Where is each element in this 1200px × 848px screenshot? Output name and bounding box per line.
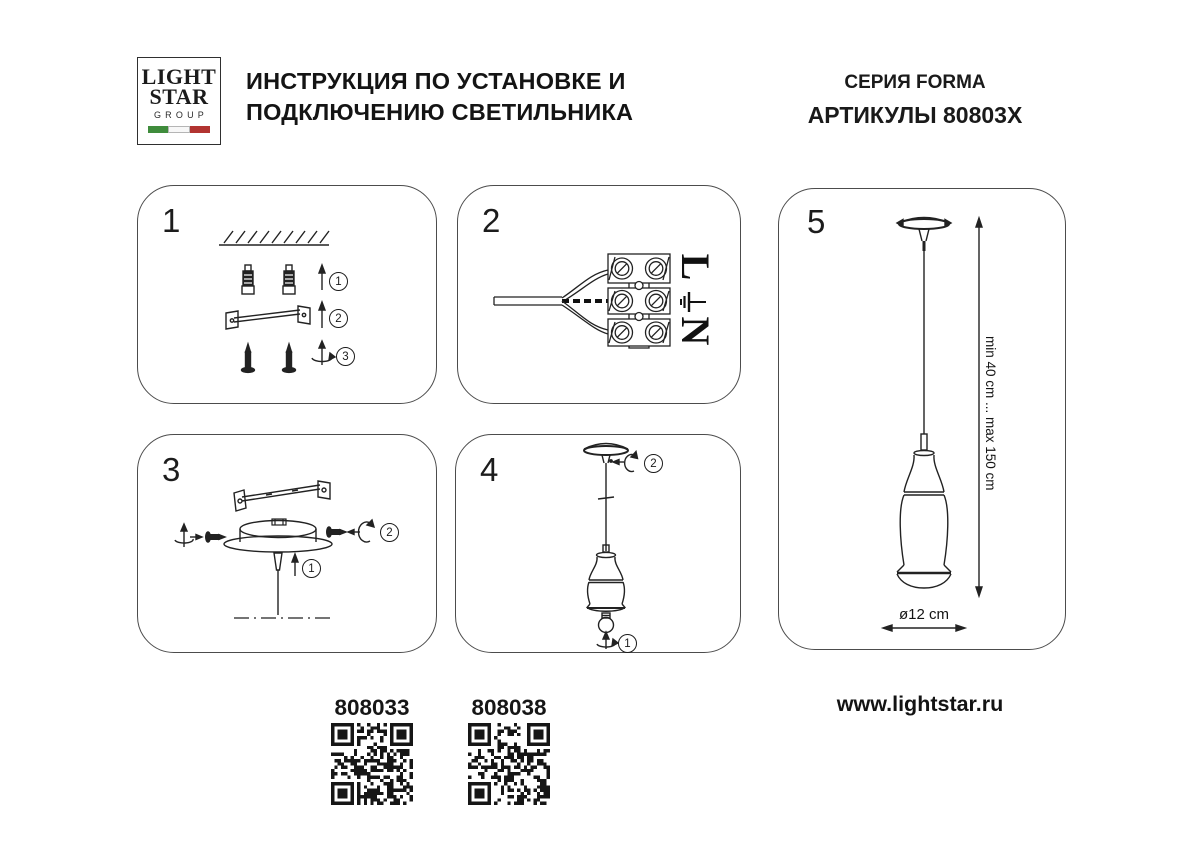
cord-icon	[921, 241, 927, 450]
cable-icon	[494, 270, 608, 334]
rotate-icon	[348, 520, 374, 542]
series-label: СЕРИЯ FORMA	[844, 72, 986, 93]
lamp-shade-icon	[587, 545, 625, 611]
callout-2: 2	[380, 523, 399, 542]
terminal-block-icon	[608, 254, 670, 348]
article-code-2: 808038	[471, 695, 547, 720]
step-panel-1	[137, 185, 437, 404]
canopy-icon	[897, 218, 951, 242]
step-panel-5	[778, 188, 1066, 650]
step-panel-2	[457, 185, 741, 404]
mounting-bracket-icon	[226, 306, 310, 329]
screw-icon	[242, 344, 255, 372]
callout-1: 1	[618, 634, 637, 653]
rotate-icon	[597, 632, 618, 649]
canopy-icon	[584, 444, 628, 464]
articles-label: АРТИКУЛЫ 80803X	[807, 102, 1023, 128]
lightstar-logo	[137, 57, 221, 145]
callout-1: 1	[329, 272, 348, 291]
step3-diagram	[138, 435, 438, 654]
diameter-label: ø12 cm	[898, 606, 949, 623]
height-dimension-arrow	[976, 218, 982, 596]
callout-2: 2	[329, 309, 348, 328]
page-title-line1: ИНСТРУКЦИЯ ПО УСТАНОВКЕ И	[246, 68, 626, 94]
step5-pendant-diagram	[779, 189, 1067, 651]
series-block	[770, 72, 1060, 129]
logo-word-group: GROUP	[153, 110, 208, 120]
website-url: www.lightstar.ru	[836, 692, 1004, 716]
cord-icon	[598, 463, 614, 551]
step4-diagram	[456, 435, 742, 654]
callout-1: 1	[302, 559, 321, 578]
italian-flag-icon	[148, 126, 210, 133]
logo-word-light: LIGHT	[141, 64, 217, 89]
terminal-label-neutral: N	[673, 316, 718, 346]
step-number-4: 4	[480, 451, 499, 488]
screw-icon	[283, 344, 296, 372]
rotate-screw-icon	[312, 341, 335, 365]
step-number-1: 1	[162, 202, 181, 239]
screw-icon	[327, 527, 346, 537]
rotate-icon	[175, 524, 202, 547]
up-arrow-icon	[292, 554, 298, 576]
article-code-1: 808033	[334, 695, 410, 720]
dowel-icon	[242, 265, 254, 294]
qr-code	[331, 723, 413, 805]
height-range-label: min 40 cm ... max 150 cm	[983, 336, 998, 491]
terminal-label-line: L	[673, 253, 718, 281]
qr-code	[468, 723, 550, 805]
bulb-icon	[599, 613, 614, 633]
step-number-3: 3	[162, 451, 181, 488]
page-title-line2: ПОДКЛЮЧЕНИЮ СВЕТИЛЬНИКА	[246, 99, 634, 125]
diameter-dimension-arrow	[883, 625, 965, 631]
callout-3: 3	[336, 347, 355, 366]
canopy-icon	[224, 519, 332, 552]
step-panel-4	[455, 434, 741, 653]
screw-icon	[206, 532, 225, 542]
callout-2: 2	[644, 454, 663, 473]
page-title	[246, 66, 633, 128]
ceiling-hatch-icon	[219, 231, 329, 245]
dowel-icon	[283, 265, 295, 294]
earth-icon	[680, 290, 708, 314]
step-number-5: 5	[807, 203, 826, 240]
up-arrow-icon	[319, 265, 325, 290]
step-panel-3	[137, 434, 437, 653]
up-arrow-icon	[319, 302, 325, 328]
step-number-2: 2	[482, 202, 501, 239]
logo-word-star: STAR	[149, 84, 209, 109]
lamp-shade-icon	[897, 451, 951, 589]
mounting-bracket-icon	[234, 481, 330, 511]
step1-diagram	[138, 186, 438, 405]
